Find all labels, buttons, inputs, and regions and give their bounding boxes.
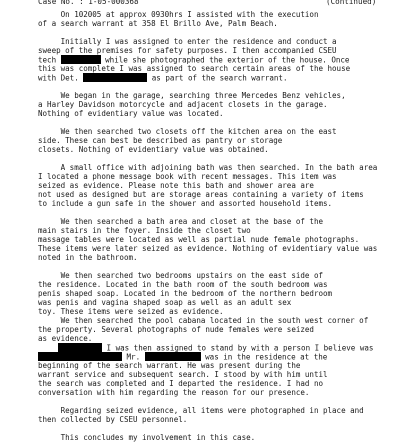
redaction-box (83, 73, 147, 82)
text-fragment: this was complete I was assigned to search certain areas of the house (38, 64, 351, 73)
text-fragment: tech (38, 55, 61, 65)
text-fragment: then collected by CSEU personnel. (38, 415, 188, 424)
text-fragment: Nothing of evidentiary value was located. (38, 109, 224, 118)
text-line (38, 172, 337, 181)
text-fragment: Initially I was assigned to enter the residence and conduct a (38, 37, 337, 46)
text-line (38, 109, 223, 118)
text-fragment: I located a phone message book with recent messages. This item was (38, 172, 337, 181)
text-fragment: warrant service and subsequent search. I stood by with him until (38, 370, 328, 379)
text-line (38, 415, 187, 424)
text-fragment: was in the residence at the (200, 352, 328, 362)
text-line (38, 280, 328, 289)
text-line (38, 379, 323, 388)
text-fragment: Mr. (122, 352, 145, 362)
text-fragment: main stairs in the foyer. Inside the closet two (38, 226, 251, 235)
text-line (38, 64, 350, 73)
text-line (38, 289, 332, 298)
text-line (38, 136, 282, 145)
text-fragment: We then searched the pool cabana located in the south west corner of (38, 316, 369, 325)
text-fragment: penis shaped soap. Located in the bedroom of the northern bedroom (38, 289, 333, 298)
text-fragment: not used as designed but are storage areas containing a variety of items (38, 190, 364, 199)
text-fragment: while she photographed the exterior of the house. Once (100, 55, 350, 65)
text-line (38, 10, 318, 19)
text-fragment: beginning of the search warrant. He was present during the (38, 361, 301, 370)
text-line (38, 73, 287, 83)
text-fragment: On 102005 at approx 0930hrs I assisted with the execution (38, 10, 319, 19)
text-fragment: the residence. Located in the bath room of the south bedroom was (38, 280, 328, 289)
text-fragment: a Harley Davidson motorcycle and adjacent closets in the garage. (38, 100, 328, 109)
text-line (38, 253, 138, 262)
text-line (38, 19, 278, 28)
text-fragment: We then searched two bedrooms upstairs on the east side of (38, 271, 323, 280)
text-line (38, 316, 368, 325)
text-fragment: the property. Several photographs of nude females were seized (38, 325, 314, 334)
text-line (38, 406, 364, 415)
text-fragment: as part of the search warrant. (147, 73, 288, 83)
text-line (38, 370, 328, 379)
text-fragment: conversation with him regarding the reason for our presence. (38, 388, 310, 397)
text-line (38, 433, 255, 442)
text-line (38, 190, 364, 199)
redaction-box (38, 352, 122, 361)
text-line (38, 334, 92, 343)
text-line (38, 388, 309, 397)
text-fragment: side. These can best be described as pantry or storage (38, 136, 283, 145)
text-fragment: of a search warrant at 358 El Brillo Ave, Palm Beach. (38, 19, 278, 28)
redaction-box (61, 55, 101, 64)
text-fragment: to include a gun safe in the shower and assorted household items. (38, 199, 333, 208)
text-line (38, 100, 328, 109)
text-line (38, 307, 223, 316)
text-fragment: massage tables were located as well as partial nude female photographs. (38, 235, 360, 244)
text-line (38, 37, 337, 46)
text-fragment: toy. These items were seized as evidence. (38, 307, 224, 316)
text-line (38, 181, 314, 190)
text-line (38, 217, 323, 226)
text-fragment: These items were later seized as evidence. Nothing of evidentiary value was (38, 244, 378, 253)
text-fragment: We began in the garage, searching three Mercedes Benz vehicles, (38, 91, 346, 100)
text-fragment: as evidence. (38, 334, 93, 343)
text-fragment: was penis and vagina shaped soap as well as an adult sex (38, 298, 292, 307)
text-fragment: A small office with adjoining bath was then searched. In the bath area (38, 163, 378, 172)
text-fragment: with Det. (38, 73, 84, 83)
text-line (38, 199, 332, 208)
text-line (38, 298, 291, 307)
case-number: Case No. : 1-05-000368 (38, 0, 139, 6)
text-fragment: Regarding seized evidence, all items were photographed in place and (38, 406, 364, 415)
text-line (38, 46, 337, 55)
text-line (38, 127, 337, 136)
text-fragment: This concludes my involvement in this case. (38, 433, 256, 442)
text-line (38, 226, 251, 235)
text-fragment: We then searched two closets off the kitchen area on the east (38, 127, 337, 136)
text-line (38, 145, 269, 154)
text-fragment: sweep of the premises for safety purposes. I then accompanied CSEU (38, 46, 337, 55)
text-fragment: the search was completed and I departed the residence. I had no (38, 379, 323, 388)
text-fragment: I was then assigned to stand by with a person I believe was (102, 343, 374, 353)
text-line (38, 244, 377, 253)
text-line (38, 91, 346, 100)
text-line (38, 361, 300, 370)
text-line (38, 271, 323, 280)
text-line (38, 235, 359, 244)
text-fragment: We then searched a bath area and closet at the base of the (38, 217, 323, 226)
redaction-box (145, 352, 201, 361)
continued-label: (Continued) (326, 0, 377, 6)
redaction-box (58, 343, 102, 352)
text-fragment: closets. Nothing of evidentiary value was obtained. (38, 145, 269, 154)
text-line (38, 325, 314, 334)
text-fragment: seized as evidence. Please note this bath and shower area are (38, 181, 314, 190)
text-fragment: noted in the bathroom. (38, 253, 138, 262)
text-line (38, 163, 377, 172)
